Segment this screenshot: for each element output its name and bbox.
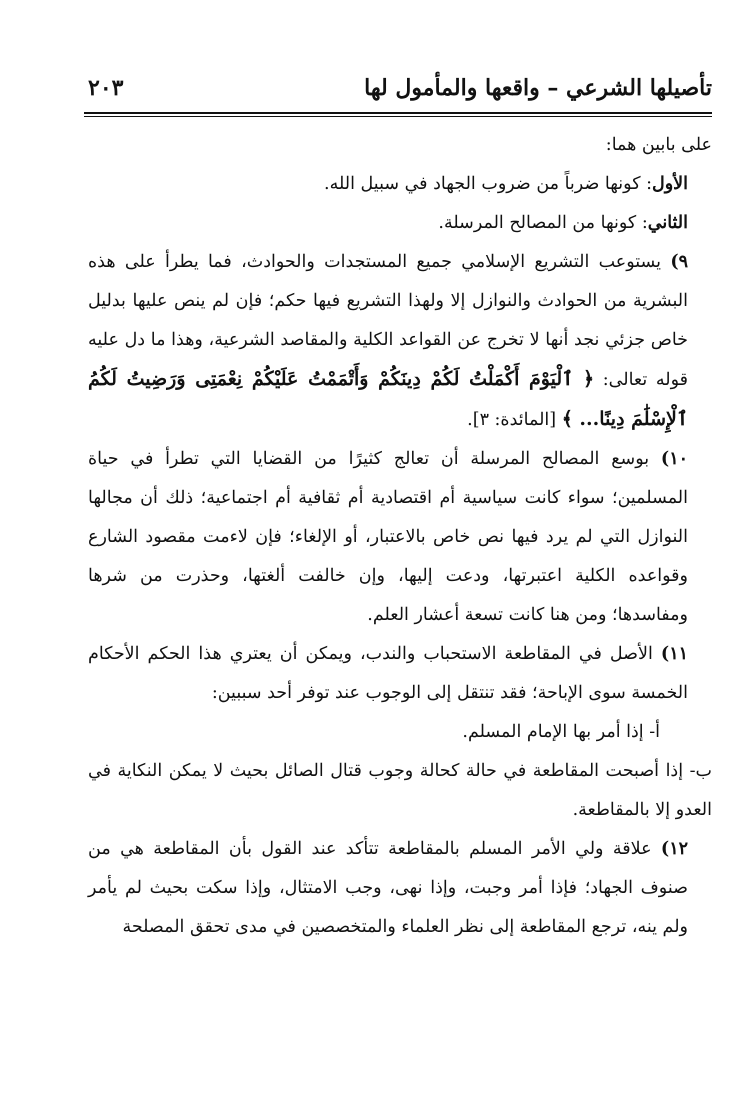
second-text: : كونها من المصالح المرسلة. bbox=[438, 213, 648, 233]
paragraph-11-item-a bbox=[88, 713, 712, 752]
paragraph-11-item-b bbox=[88, 752, 712, 830]
second-point bbox=[88, 204, 712, 243]
paragraph-11-text: الأصل في المقاطعة الاستحباب والندب، ويمكن أن يعتري هذا الحكم الأحكام الخمسة سوى الإباحة؛ فقد تنتقل إلى الوجوب عند توفر أحد سببين: bbox=[88, 644, 688, 703]
page-body bbox=[88, 126, 712, 947]
second-label: الثاني bbox=[647, 213, 688, 233]
intro-text: على بابين هما: bbox=[605, 135, 712, 155]
first-text: : كونها ضرباً من ضروب الجهاد في سبيل الله. bbox=[324, 174, 652, 194]
paragraph-9-text: يستوعب التشريع الإسلامي جميع المستجدات والحوادث، فما يطرأ على هذه البشرية من الحوادث والنوازل إلا ولهذا التشريع فيها حكم؛ فإن لم ينص عليها بدليل خاص جزئي نجد أنها لا تخرج عن القواعد الكلية والمقاصد الشرعية، وهذا ما دل عليه قوله تعالى: bbox=[88, 252, 688, 390]
paragraph-12 bbox=[88, 830, 712, 947]
item-a-text: أ- إذا أمر بها الإمام المسلم. bbox=[462, 722, 660, 742]
paragraph-10-number: ١٠) bbox=[660, 449, 688, 469]
paragraph-10-text: بوسع المصالح المرسلة أن تعالج كثيرًا من القضايا التي تطرأ في حياة المسلمين؛ سواء كانت سياسية أم اقتصادية أم ثقافية أم اجتماعية؛ ذلك أن مجالها النوازل التي لم يرد فيها نص خاص بالاعتبار، أو الإلغاء؛ فإن لاءمت مقصود الشارع وقواعده الكلية اعتبرتها، ودعت إليها، وإن خالفت ألغتها، وحذرت من شرها ومفاسدها؛ ومن هنا كانت تسعة أعشار العلم. bbox=[88, 449, 688, 625]
verse-reference: [المائدة: ٣]. bbox=[467, 410, 562, 430]
quran-verse: ﴿ ٱلْيَوْمَ أَكْمَلْتُ لَكُمْ دِينَكُمْ وَأَتْمَمْتُ عَلَيْكُمْ نِعْمَتِى وَرَضِيتُ لَكُمُ ٱلْإِسْلَٰمَ دِينًا... ﴾ bbox=[88, 368, 688, 430]
running-title: تأصيلها الشرعي – واقعها والمأمول لها bbox=[364, 75, 712, 101]
intro-line bbox=[88, 126, 712, 165]
paragraph-12-text: علاقة ولي الأمر المسلم بالمقاطعة تتأكد عند القول بأن المقاطعة هي من صنوف الجهاد؛ فإذا أمر وجبت، وإذا نهى، وجب الامتثال، وإذا سكت بحيث لم يأمر ولم ينه، ترجع المقاطعة إلى نظر العلماء والمتخصصين في مدى تحقق المصلحة bbox=[88, 839, 688, 937]
page-number: ٢٠٣ bbox=[88, 75, 124, 101]
page-header bbox=[88, 68, 712, 108]
item-b-text: ب- إذا أصبحت المقاطعة في حالة كحالة وجوب قتال الصائل بحيث لا يمكن النكاية في العدو إلا بالمقاطعة. bbox=[88, 761, 712, 820]
header-rule bbox=[84, 112, 712, 117]
paragraph-11 bbox=[88, 635, 712, 713]
first-point bbox=[88, 165, 712, 204]
paragraph-11-number: ١١) bbox=[660, 644, 688, 664]
paragraph-12-number: ١٢) bbox=[660, 839, 688, 859]
paragraph-10 bbox=[88, 440, 712, 635]
first-label: الأول bbox=[651, 174, 688, 194]
paragraph-9-number: ٩) bbox=[670, 252, 688, 272]
paragraph-9 bbox=[88, 243, 712, 440]
